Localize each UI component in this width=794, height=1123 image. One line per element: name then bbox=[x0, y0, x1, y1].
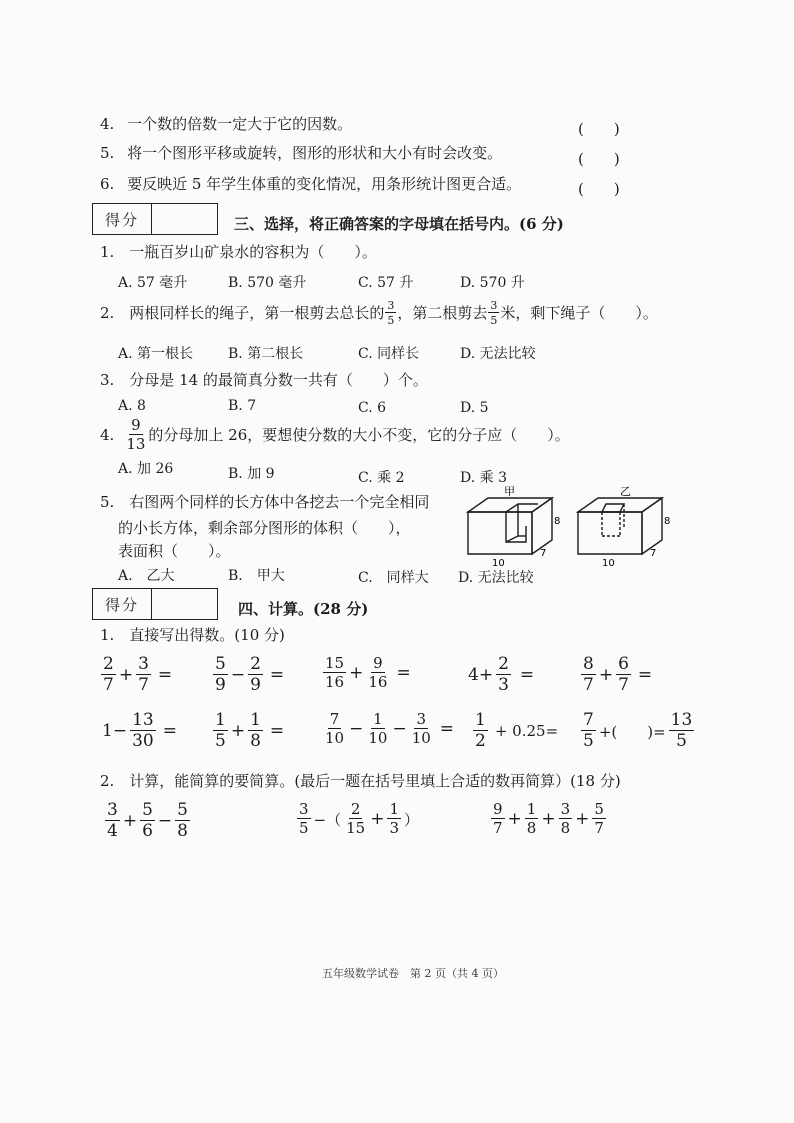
part-1-title: 1. 直接写出得数。(10 分) bbox=[100, 626, 285, 644]
figure-a-width: 10 bbox=[492, 558, 505, 569]
score-label: 得分 bbox=[93, 204, 152, 234]
choice-q2-option-a: A. 第一根长 bbox=[118, 346, 194, 362]
part-2-title: 2. 计算，能简算的要简算。(最后一题在括号里填上合适的数再简算）(18 分) bbox=[100, 772, 621, 790]
expr-r1-1: $\frac{2}{7}$ + $\frac{3}{7}$ = bbox=[103, 654, 173, 695]
choice-q2-option-c: C. 同样长 bbox=[358, 346, 420, 362]
section-3-title: 三、选择，将正确答案的字母填在括号内。(6 分) bbox=[234, 215, 564, 233]
choice-q1-option-d: D. 570 升 bbox=[460, 275, 525, 291]
choice-q3-option-a: A. 8 bbox=[118, 398, 146, 414]
answer-blank-4[interactable]: ( ) bbox=[578, 120, 620, 138]
choice-q4-option-b: B. 加 9 bbox=[228, 466, 275, 482]
figure-b-height: 8 bbox=[664, 516, 670, 527]
figure-b-width: 10 bbox=[602, 558, 615, 569]
expr-r2-5: $\frac{7}{5}$ +( )= $\frac{13}{5}$ bbox=[583, 710, 693, 751]
choice-q5-option-c: C. 同样大 bbox=[358, 570, 429, 586]
score-field[interactable] bbox=[152, 589, 217, 619]
choice-q1-option-a: A. 57 毫升 bbox=[118, 275, 188, 291]
figure-b-label: 乙 bbox=[620, 485, 631, 498]
choice-q4-option-c: C. 乘 2 bbox=[358, 470, 405, 486]
fraction: $\frac{9}{13}$ bbox=[126, 416, 146, 453]
score-label: 得分 bbox=[93, 589, 152, 619]
score-field[interactable] bbox=[152, 204, 217, 234]
choice-q5-option-d: D. 无法比较 bbox=[458, 570, 534, 586]
choice-q1-stem: 1. 一瓶百岁山矿泉水的容积为（ ）。 bbox=[100, 243, 377, 261]
answer-blank-5[interactable]: ( ) bbox=[578, 150, 620, 168]
cuboid-figure-a bbox=[460, 484, 560, 570]
expr-r1-5: $\frac{8}{7}$ + $\frac{6}{7}$ = bbox=[583, 654, 653, 695]
expr-r1-2: $\frac{5}{9}$ − $\frac{2}{9}$ = bbox=[215, 654, 285, 695]
expr-r1-4: 4+ $\frac{2}{3}$ = bbox=[468, 654, 535, 695]
judgement-item-5: 5. 将一个图形平移或旋转，图形的形状和大小有时会改变。 bbox=[100, 144, 503, 162]
calc-expr-1: $\frac{3}{4}$ + $\frac{5}{6}$ − $\frac{5}{8}$ bbox=[107, 800, 188, 841]
calc-expr-3: $\frac{9}{7}$ + $\frac{1}{8}$ + $\frac{3}{8}$ + $\frac{5}{7}$ bbox=[493, 800, 604, 837]
judgement-item-6: 6. 要反映近 5 年学生体重的变化情况，用条形统计图更合适。 bbox=[100, 175, 522, 193]
cuboid-figure-b bbox=[570, 484, 670, 570]
choice-q2-option-d: D. 无法比较 bbox=[460, 346, 536, 362]
figure-b-depth: 7 bbox=[650, 548, 657, 559]
choice-q2-option-b: B. 第二根长 bbox=[228, 346, 304, 362]
figure-a-label: 甲 bbox=[504, 485, 515, 498]
choice-q3-option-c: C. 6 bbox=[358, 400, 387, 416]
fraction: $\frac{3}{5}$ bbox=[387, 299, 395, 327]
expr-r1-3: $\frac{15}{16}$ + $\frac{9}{16}$ = bbox=[325, 654, 411, 691]
judgement-item-4: 4. 一个数的倍数一定大于它的因数。 bbox=[100, 115, 353, 133]
choice-q3-option-d: D. 5 bbox=[460, 400, 489, 416]
answer-blank-6[interactable]: ( ) bbox=[578, 180, 620, 198]
choice-q4-option-a: A. 加 26 bbox=[118, 461, 174, 477]
expr-r2-1: 1− $\frac{13}{30}$ = bbox=[102, 710, 177, 751]
choice-q1-option-b: B. 570 毫升 bbox=[228, 275, 307, 291]
figure-a-depth: 7 bbox=[540, 548, 547, 559]
choice-q5-option-b: B. 甲大 bbox=[228, 568, 285, 584]
section-4-title: 四、计算。(28 分) bbox=[238, 600, 369, 618]
score-box-section-3 bbox=[92, 203, 218, 235]
choice-q3-stem: 3. 分母是 14 的最简真分数一共有（ ）个。 bbox=[100, 371, 428, 389]
choice-q5-line3: 表面积（ ）。 bbox=[118, 542, 231, 560]
expr-r2-2: $\frac{1}{5}$ + $\frac{1}{8}$ = bbox=[215, 710, 285, 751]
page-footer: 五年级数学试卷 第 2 页（共 4 页） bbox=[322, 967, 504, 980]
figure-a-height: 8 bbox=[554, 516, 560, 527]
fraction: $\frac{3}{5}$ bbox=[490, 299, 498, 327]
calc-expr-2: $\frac{3}{5}$ −（ $\frac{2}{15}$ + $\frac{1}{3}$ ） bbox=[299, 800, 420, 837]
choice-q5-line2: 的小长方体，剩余部分图形的体积（ ）， bbox=[118, 519, 411, 537]
choice-q5-line1: 5. 右图两个同样的长方体中各挖去一个完全相同 bbox=[100, 493, 430, 511]
expr-r2-4: $\frac{1}{2}$ + 0.25= bbox=[475, 710, 559, 751]
choice-q2-stem: 2. 两根同样长的绳子，第一根剪去总长的 $\frac{3}{5}$ ，第二根剪去 $\frac{3}{5}$ 米，剩下绳子（ ）。 bbox=[100, 299, 658, 327]
choice-q5-option-a: A. 乙大 bbox=[118, 568, 175, 584]
choice-q1-option-c: C. 57 升 bbox=[358, 275, 414, 291]
choice-q4-option-d: D. 乘 3 bbox=[460, 470, 507, 486]
expr-r2-3: $\frac{7}{10}$ − $\frac{1}{10}$ − $\frac{3}{10}$ = bbox=[325, 710, 455, 747]
score-box-section-4 bbox=[92, 588, 218, 620]
choice-q4-stem: 4. $\frac{9}{13}$ 的分母加上 26，要想使分数的大小不变，它的分子应（ ）。 bbox=[100, 416, 570, 453]
choice-q3-option-b: B. 7 bbox=[228, 398, 257, 414]
